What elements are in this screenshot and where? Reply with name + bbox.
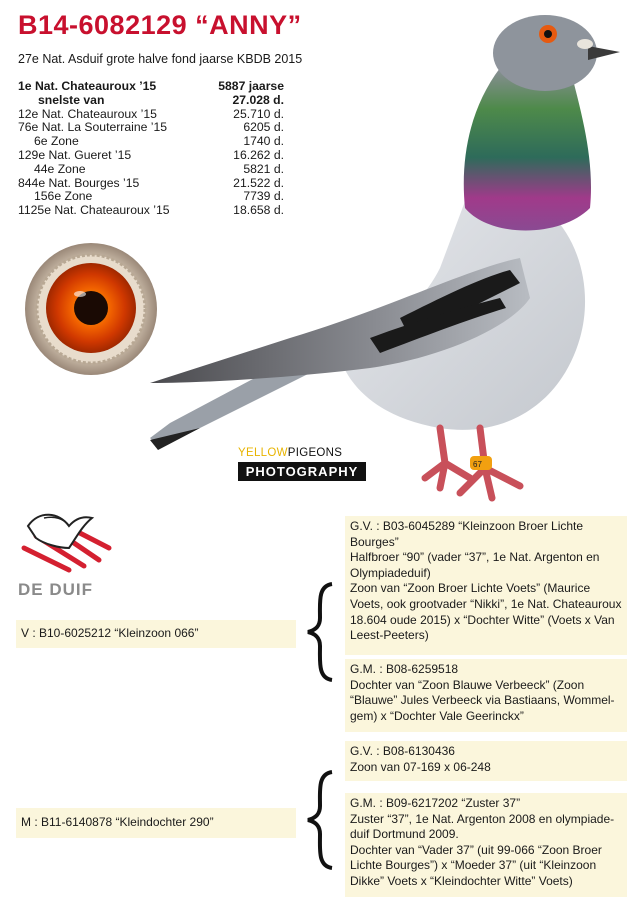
pedigree-line: Dochter van “Zoon Blauwe Verbeeck” (Zoon	[350, 677, 585, 692]
grandfather-maternal-text	[350, 744, 622, 775]
result-label: snelste van	[38, 92, 105, 107]
pedigree-line: G.M. : B09-6217202 “Zuster 37”	[350, 796, 521, 810]
logo-yellowpigeons: YELLOWPIGEONS	[238, 447, 366, 459]
pedigree-line: Zoon van “Zoon Broer Lichte Voets” (Maurice	[350, 581, 591, 596]
pedigree-line: Bourges”	[350, 534, 399, 549]
logo-photography: PHOTOGRAPHY	[238, 462, 366, 481]
grandmother-maternal-text	[350, 796, 622, 890]
pedigree-line: Leest-Peeters)	[350, 628, 429, 643]
result-label: 1125e Nat. Chateauroux ’15	[18, 203, 170, 218]
pedigree-line: G.V. : B08-6130436	[350, 744, 455, 758]
result-label: 12e Nat. Chateauroux ’15	[18, 106, 157, 121]
pedigree-line: gem) x “Dochter Vale Geerinckx”	[350, 708, 524, 723]
ring-label: 67	[473, 460, 482, 469]
grandfather-paternal-text	[350, 519, 622, 644]
grandmother-paternal-box	[345, 659, 627, 732]
result-label: 6e Zone	[34, 134, 79, 149]
pedigree-line: Olympiadeduif)	[350, 565, 431, 580]
pedigree-line: Voets, ook grootvader “Nikki”, 1e Nat. Chateauroux	[350, 596, 622, 611]
pedigree-line: 18.604 oude 2015) x “Dochter Witte” (Voets x Van	[350, 612, 615, 627]
result-value: 25.710 d.	[233, 106, 284, 121]
result-label: 844e Nat. Bourges ’15	[18, 175, 140, 190]
pigeon-photo	[140, 8, 630, 503]
pedigree-line: G.M. : B08-6259518	[350, 662, 459, 676]
result-label: 156e Zone	[34, 189, 93, 204]
pedigree-line: Dikke” Voets x “Kleindochter Witte” Voets)	[350, 873, 573, 888]
pedigree-line: Halfbroer “90” (vader “37”, 1e Nat. Argenton en	[350, 550, 600, 565]
pedigree-line: Lichte Bourges”) x “Moeder 37” (uit “Kleinzoon	[350, 858, 597, 873]
result-value: 18.658 d.	[233, 203, 284, 218]
pedigree-line: duif Dortmund 2009.	[350, 827, 459, 842]
photo-credit-logo	[238, 447, 366, 481]
de-duif-logo	[14, 508, 114, 578]
father-text: V : B10-6025212 “Kleinzoon 066”	[21, 626, 199, 640]
father-box	[16, 620, 296, 648]
grandmother-maternal-box	[345, 793, 627, 897]
pedigree-line: G.V. : B03-6045289 “Kleinzoon Broer Lichte	[350, 519, 584, 533]
brace-maternal	[304, 770, 336, 870]
page-title: B14-6082129 “ANNY”	[18, 10, 302, 40]
result-value: 6205 d.	[243, 120, 284, 135]
result-value: 16.262 d.	[233, 147, 284, 162]
mother-box	[16, 808, 296, 838]
grandfather-maternal-box	[345, 741, 627, 781]
result-label: 1e Nat. Chateauroux ’15	[18, 79, 157, 93]
result-value: 5887 jaarse	[218, 79, 284, 93]
pedigree-line: “Blauwe” Jules Verbeeck via Bastiaans, Wommel-	[350, 693, 615, 708]
result-label: 76e Nat. La Souterraine ’15	[18, 120, 168, 135]
pedigree-line: Zoon van 07-169 x 06-248	[350, 759, 491, 774]
grandfather-paternal-box	[345, 516, 627, 655]
grandmother-paternal-text	[350, 662, 622, 724]
pedigree-line: Zuster “37”, 1e Nat. Argenton 2008 en olympiade-	[350, 811, 615, 826]
result-value: 5821 d.	[243, 161, 284, 176]
result-value: 7739 d.	[243, 189, 284, 204]
page-subtitle: 27e Nat. Asduif grote halve fond jaarse KBDB 2015	[18, 52, 303, 66]
result-label: 129e Nat. Gueret ’15	[18, 147, 132, 162]
mother-text: M : B11-6140878 “Kleindochter 290”	[21, 815, 214, 829]
result-value: 1740 d.	[243, 134, 284, 149]
result-value: 21.522 d.	[233, 175, 284, 190]
result-value: 27.028 d.	[232, 92, 284, 107]
result-label: 44e Zone	[34, 161, 86, 176]
pedigree-line: Dochter van “Vader 37” (uit 99-066 “Zoon Broer	[350, 842, 602, 857]
eye-closeup-image	[24, 242, 158, 376]
de-duif-text: DE DUIF	[18, 580, 93, 599]
brace-paternal	[304, 582, 336, 682]
